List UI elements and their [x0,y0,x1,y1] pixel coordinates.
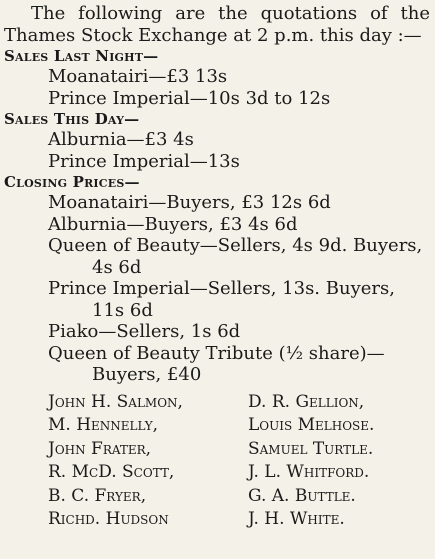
signatory-name: B. C. Fryer, [48,485,147,506]
quotation-entry: Queen of Beauty—Sellers, 4s 9d. Buyers, 4s 6d [48,235,423,278]
quotation-entry: Prince Imperial—10s 3d to 12s [48,87,331,109]
quotation-entry: Alburnia—£3 4s [48,129,194,150]
signatory-name: Louis Melhose. [248,415,375,435]
quotation-entry: Moanatairi—£3 13s [48,66,228,87]
signatory-name: R. McD. Scott, [48,462,175,482]
signatory-name: Richd. Hudson [48,509,169,529]
signatory-name: J. H. White. [248,509,345,529]
quotation-entry: Queen of Beauty Tribute (½ share)—Buyers, £40 [48,342,385,385]
quotation-entry: Prince Imperial—Sellers, 13s. Buyers, 11s 6d [48,278,395,321]
article-column [4,3,430,531]
quotation-entry: Moanatairi—Buyers, £3 12s 6d [48,192,331,213]
intro-paragraph: The following are the quotations of the Thames Stock Exchange at 2 p.m. this day :— [4,3,430,46]
section-sales-this-day [4,109,430,172]
signatories-list [4,392,430,531]
signatory-name: M. Hennelly, [48,415,159,435]
signatory-name: G. A. Buttle. [248,485,356,506]
section-heading: Closing Prices— [4,173,140,191]
signatory-name: J. L. Whitford. [248,462,370,482]
signatory-name: Samuel Turtle. [248,438,374,459]
signatory-name: John Frater, [48,438,152,459]
section-heading: Sales Last Night— [4,47,159,65]
quotation-entry: Piako—Sellers, 1s 6d [48,321,241,342]
signatory-name: John H. Salmon, [48,391,183,412]
signatory-name: D. R. Gellion, [248,391,365,412]
section-closing-prices [4,172,430,386]
quotation-entry: Prince Imperial—13s [48,150,240,172]
section-heading: Sales This Day— [4,110,140,128]
quotation-entry: Alburnia—Buyers, £3 4s 6d [48,213,298,235]
section-sales-last-night [4,46,430,109]
